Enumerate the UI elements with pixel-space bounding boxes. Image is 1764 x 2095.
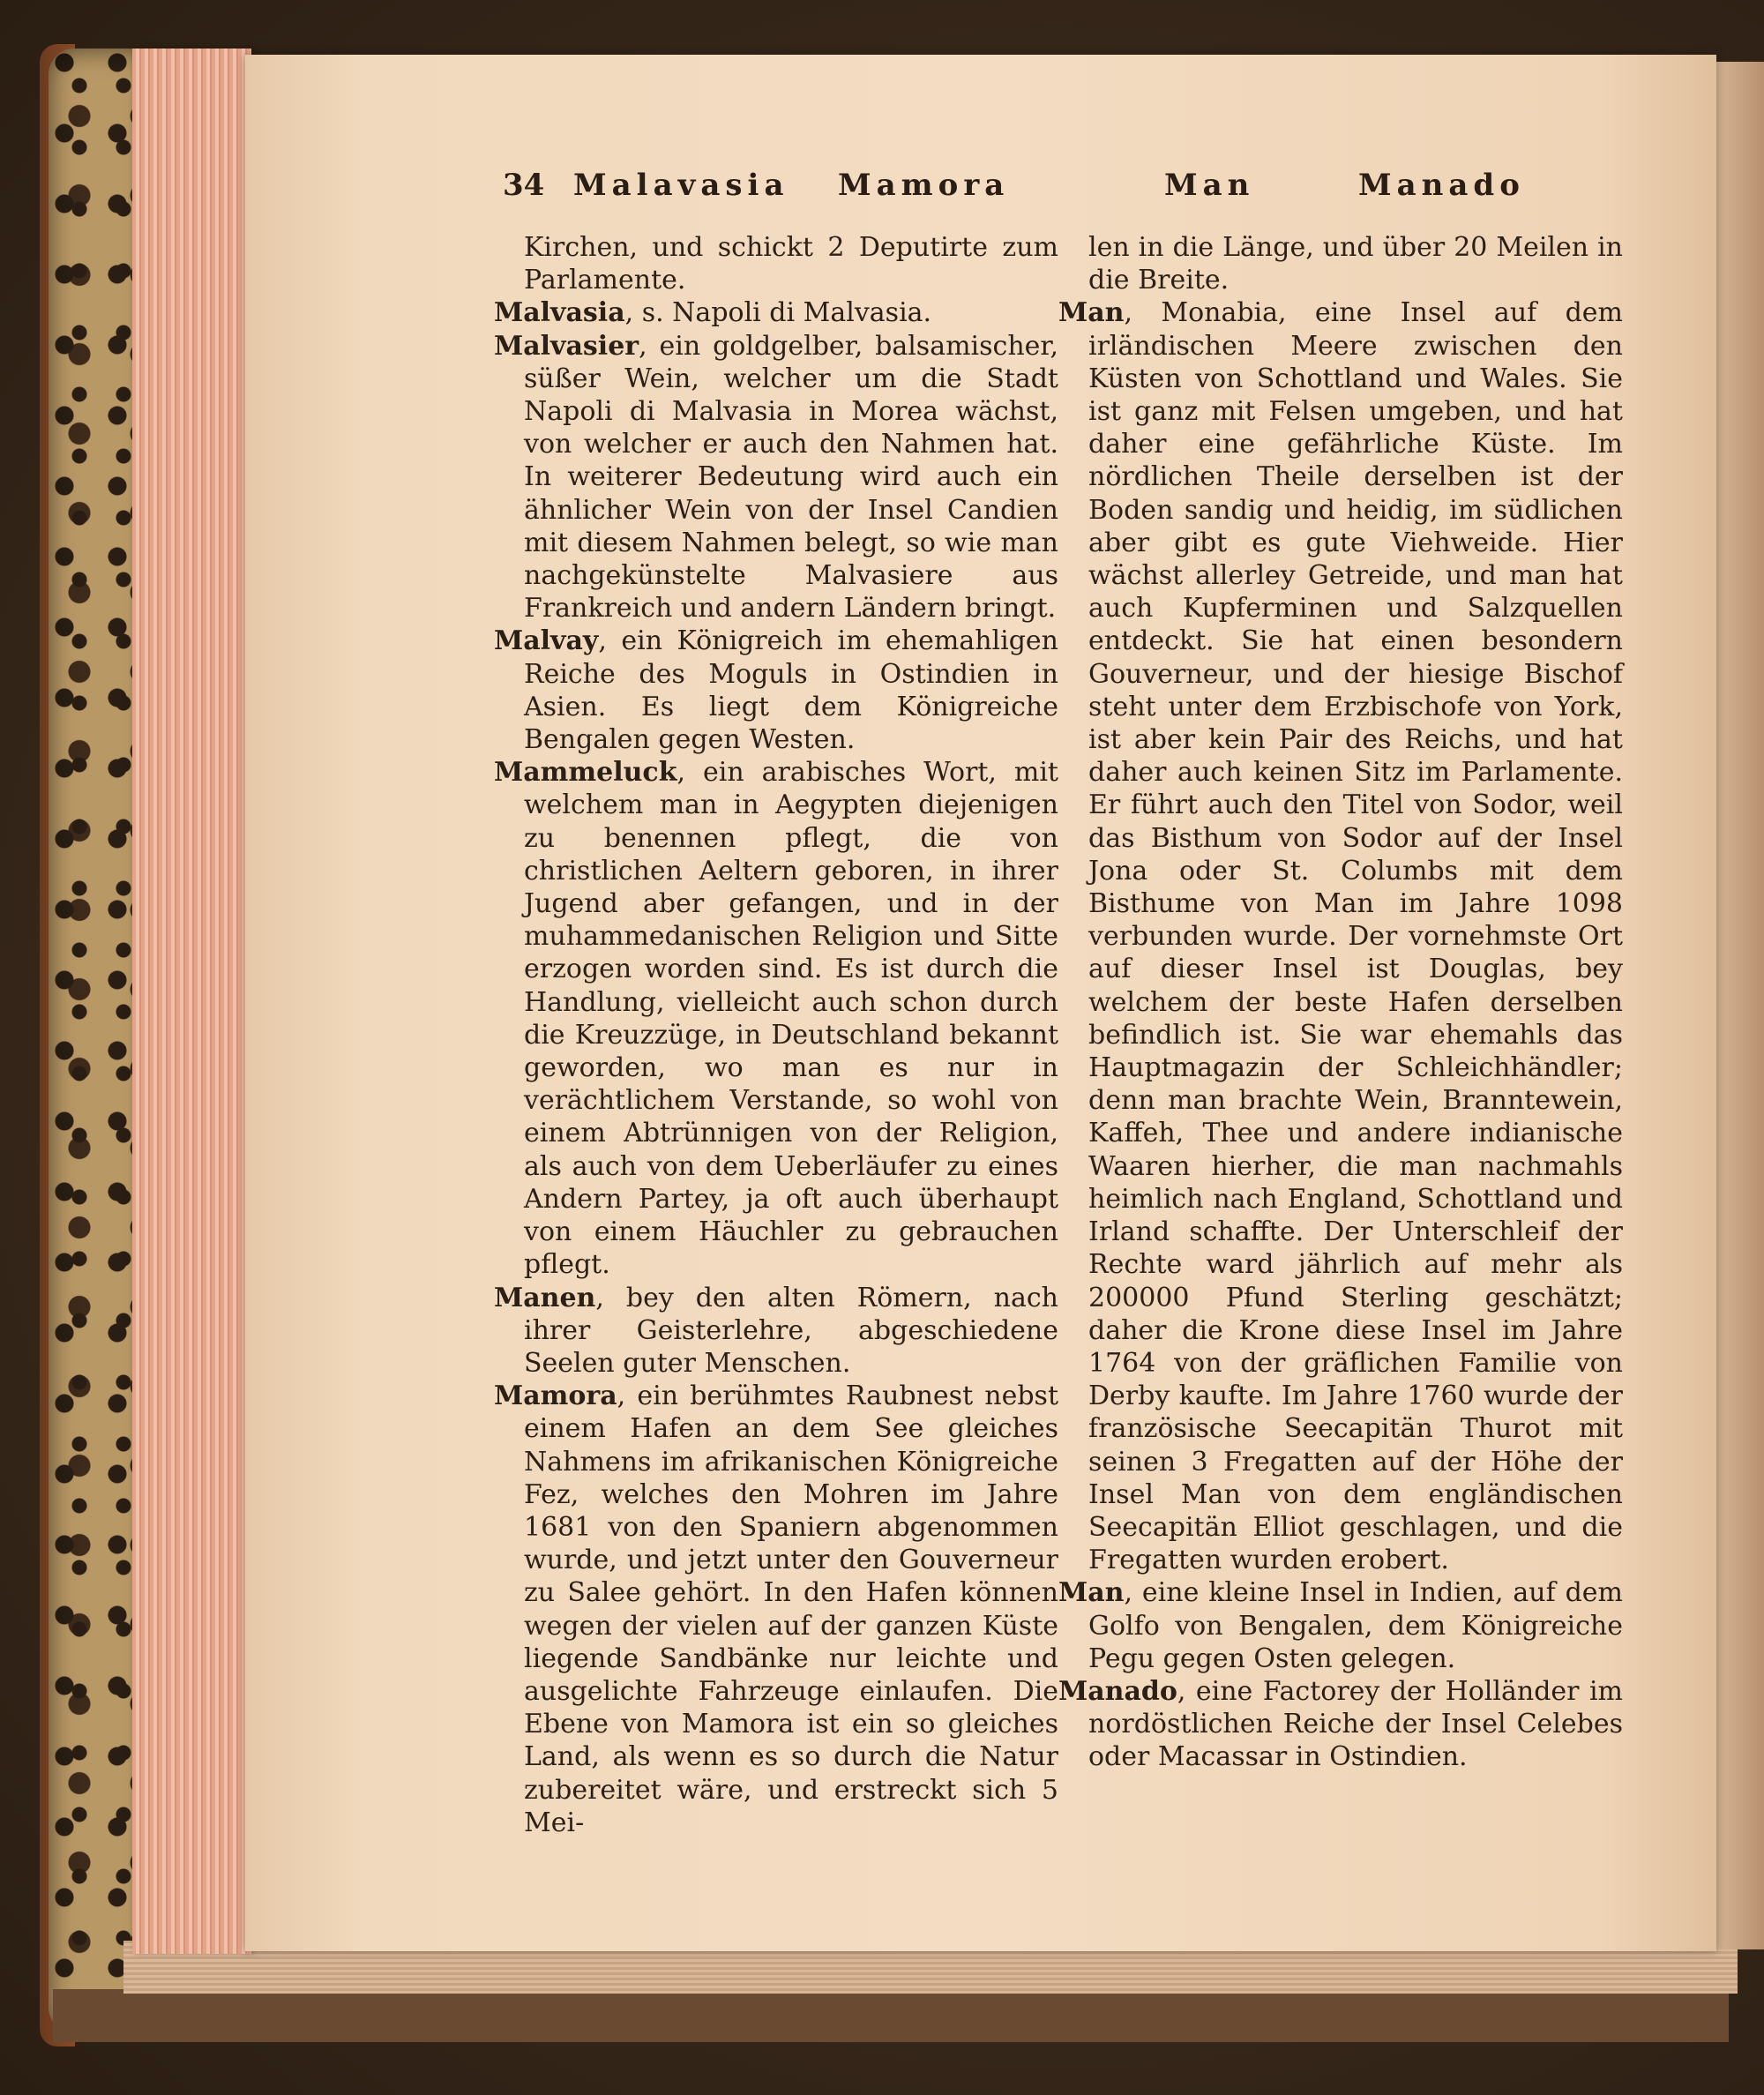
header-word-2: Mamora (838, 168, 1010, 203)
entry-continuation: Kirchen, und schickt 2 Deputirte zum Parlamente. (524, 232, 1058, 296)
entry-headword: Man (1058, 297, 1125, 329)
entry-headword: Man (1058, 1577, 1125, 1609)
entry-headword: Malvasier (494, 330, 639, 362)
dictionary-entry (494, 1380, 1058, 1839)
dictionary-entry (494, 296, 1058, 329)
right-column (1058, 231, 1623, 1774)
dictionary-entry (1058, 1675, 1623, 1774)
entry-text: , ein Königreich im ehemahligen Reiche des Moguls in Ostindien in Asien. Es liegt dem Königreiche Bengalen gegen Westen. (524, 625, 1058, 756)
entry-text: , ein berühmtes Raubnest nebst einem Hafen an dem See gleiches Nahmens im afrikanischen Königreiche Fez, welches den Mohren im Jahre 1681 von den Spaniern abgenommen wurde, und jetzt unter den Gouverneur zu Salee gehört. In den Hafen können wegen der vielen auf der ganzen Küste liegende Sandbänke nur leichte und ausgelichte Fahrzeuge einlaufen. Die Ebene von Mamora ist ein so gleiches Land, als wenn es so durch die Natur zubereitet wäre, und erstreckt sich 5 Mei- (524, 1380, 1058, 1838)
entry-text: , ein goldgelber, balsamischer, süßer Wein, welcher um die Stadt Napoli di Malvasia in Morea wächst, von welcher er auch den Nahmen hat. In weiterer Bedeutung wird auch ein ähnlicher Wein von der Insel Candien mit diesem Nahmen belegt, so wie man nachgekünstelte Malvasiere aus Frankreich und andern Ländern bringt. (524, 330, 1058, 625)
dictionary-entry (1058, 296, 1623, 1576)
entry-headword: Malvasia (494, 297, 625, 329)
dictionary-entry (494, 756, 1058, 1281)
dictionary-entry (494, 330, 1058, 625)
entry-text: , eine Factorey der Holländer im nordöstlichen Reiche der Insel Celebes oder Macassar in Ostindien. (1088, 1675, 1623, 1773)
page-stack-edges (132, 49, 251, 1954)
entry-headword: Mammeluck (494, 757, 677, 789)
book-bottom-binding (53, 1989, 1729, 2042)
header-word-1: Malavasia (573, 168, 789, 203)
running-header (503, 168, 1561, 221)
entry-text: , bey den alten Römern, nach ihrer Geisterlehre, abgeschiedene Seelen guter Menschen. (524, 1282, 1058, 1379)
page-number: 34 (503, 168, 545, 203)
facing-page-edge (1711, 62, 1764, 1949)
entry-text: , s. Napoli di Malvasia. (624, 297, 932, 329)
dictionary-entry (1058, 1576, 1623, 1675)
dictionary-entry (494, 1282, 1058, 1380)
entry-headword: Mamora (494, 1380, 617, 1412)
left-column (494, 231, 1058, 1839)
entry-headword: Manen (494, 1282, 596, 1313)
dictionary-entry (494, 625, 1058, 756)
entry-headword: Malvay (494, 625, 599, 657)
entry-continuation: len in die Länge, und über 20 Meilen in die Breite. (1088, 232, 1623, 296)
header-word-3: Man (1164, 168, 1255, 203)
entry-text: , eine kleine Insel in Indien, auf dem Golfo von Bengalen, dem Königreiche Pegu gegen Osten gelegen. (1088, 1577, 1623, 1674)
entry-text: , Monabia, eine Insel auf dem irländischen Meere zwischen den Küsten von Schottland und Wales. Sie ist ganz mit Felsen umgeben, und hat daher eine gefährliche Küste. Im nördlichen Theile derselben ist der Boden sandig und heidig, im südlichen aber gibt es gute Viehweide. Hier wächst allerley Getreide, und man hat auch Kupferminen und Salzquellen entdeckt. Sie hat einen besondern Gouverneur, und der hiesige Bischof steht unter dem Erzbischofe von York, ist aber kein Pair des Reichs, und hat daher auch keinen Sitz im Parlamente. Er führt auch den Titel von Sodor, weil das Bisthum von Sodor auf der Insel Jona oder St. Columbs mit dem Bisthume von Man im Jahre 1098 verbunden wurde. Der vornehmste Ort auf dieser Insel ist Douglas, bey welchem der beste Hafen derselben befindlich ist. Sie war ehemahls das Hauptmagazin der Schleichhändler; denn man brachte Wein, Branntewein, Kaffeh, Thee und andere indianische Waaren hierher, die man nachmahls heimlich nach England, Schottland und Irland schaffte. Der Unterschleif der Rechte ward jährlich auf mehr als 200000 Pfund Sterling geschätzt; daher die Krone diese Insel im Jahre 1764 von der gräflichen Familie von Derby kaufte. Im Jahre 1760 wurde der französische Seecapitän Thurot mit seinen 3 Fregatten auf der Höhe der Insel Man von dem engländischen Seecapitän Elliot geschlagen, und die Fregatten wurden erobert. (1088, 297, 1623, 1576)
entry-headword: Manado (1058, 1675, 1177, 1707)
header-word-4: Manado (1358, 168, 1525, 203)
entry-text: , ein arabisches Wort, mit welchem man in Aegypten diejenigen zu benennen pflegt, die von christlichen Aeltern geboren, in ihrer Jugend aber gefangen, und in der muhammedanischen Religion und Sitte erzogen worden sind. Es ist durch die Handlung, vielleicht auch schon durch die Kreuzzüge, in Deutschland bekannt geworden, wo man es nur in verächtlichem Verstande, so wohl von einem Abtrünnigen von der Religion, als auch von dem Ueberläufer zu eines Andern Partey, ja oft auch überhaupt von einem Häuchler zu gebrauchen pflegt. (524, 757, 1058, 1281)
